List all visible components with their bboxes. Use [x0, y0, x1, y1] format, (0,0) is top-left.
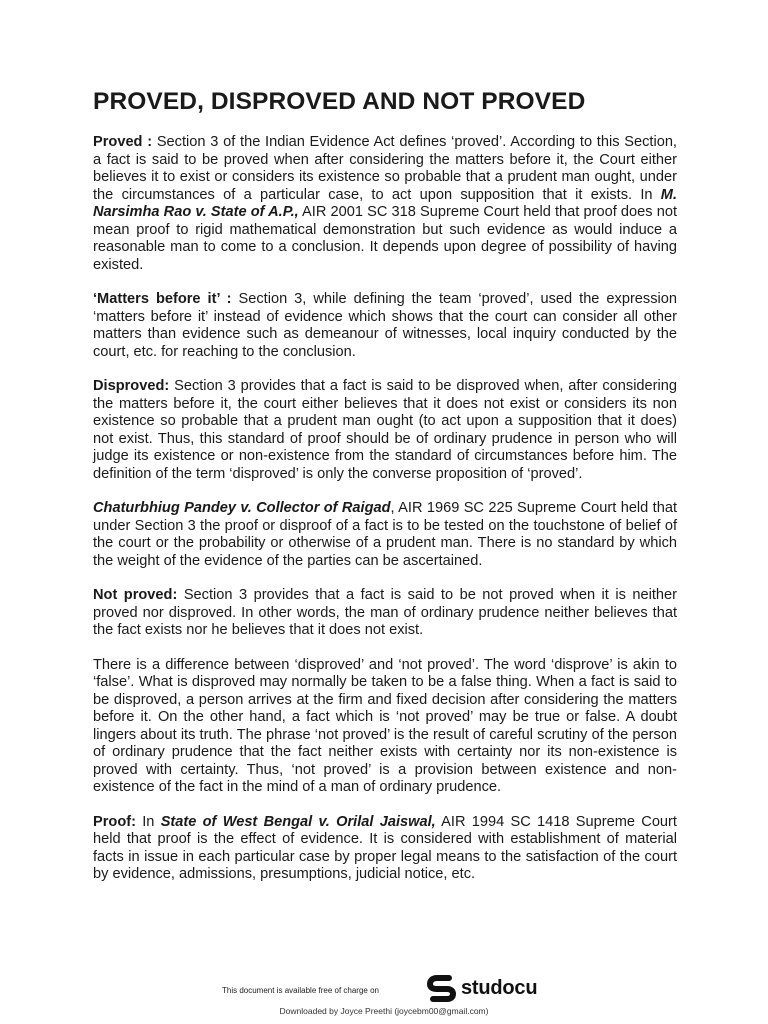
paragraph-text: Section 3 provides that a fact is said to be disproved when, after considering the matters before it, the court either believes that it does not exist or considers its non existence so probable that a prudent man ought (to act upon a supposition that it does) not exist. Thus, this standard of proof should be of ordinary prudence in person who will judge its existence or non-existence from the standard of circumstances before him. The definition of the term ‘disproved’ is only the converse proposition of ‘proved’. [93, 378, 678, 482]
term-proof: Proof: [93, 813, 143, 830]
term-proved: Proved : [93, 134, 157, 150]
document-title: PROVED, DISPROVED AND NOT PROVED [93, 88, 586, 115]
paragraph-proved [93, 134, 677, 274]
term-disproved: Disproved: [93, 378, 175, 394]
paragraph-matters-before-it [93, 291, 677, 361]
paragraph-text: AIR 1994 SC 1418 Supreme Court held that proof is the effect of evidence. It is considered with establishment of material facts in issue in each particular case by proper legal means to the satisfaction of the court by evidence, admissions, presumptions, judicial notice, etc. [93, 813, 677, 882]
paragraph-text: In [142, 813, 161, 830]
downloaded-by-note: Downloaded by Joyce Preethi (joycebm00@gmail.com) [279, 1006, 489, 1016]
paragraph-text: There is a difference between ‘disproved’ and ‘not proved’. The word ‘disprove’ is akin to ‘false’. What is disproved may normally be taken to be a false thing. When a fact is said to be disproved, a person arrives at the firm and fixed decision after considering the matters before it. On the other hand, a fact which is ‘not proved’ may be true or false. A doubt lingers about its truth. The phrase ‘not proved’ is the result of careful scrutiny of the person of ordinary prudence that the fact neither exists with certainty nor its non-existence is proved with certainty. Thus, ‘not proved’ is a provision between existence and non-existence of the fact in the mind of a man of ordinary prudence. [93, 656, 677, 795]
paragraph-not-proved [93, 587, 677, 640]
availability-note: This document is available free of charge on [222, 986, 379, 995]
case-name: Chaturbhiug Pandey v. Collector of Raigad [93, 500, 391, 516]
paragraph-difference [93, 657, 677, 797]
term-not-proved: Not proved: [93, 587, 184, 603]
case-name: M. Narsimha Rao v. State of A.P., [93, 186, 677, 220]
document-page [93, 86, 677, 901]
paragraph-text: Section 3, while defining the team ‘proved’, used the expression ‘matters before it’ instead of evidence which shows that the court can consider all other matters than evidence such as demeanour of witnesses, local inquiry conducted by the court, etc. for reaching to the conclusion. [93, 291, 677, 360]
paragraph-disproved [93, 378, 677, 483]
paragraph-chaturbhiug-case [93, 500, 677, 570]
studocu-logo-icon [427, 974, 459, 1002]
case-name: State of West Bengal v. Orilal Jaiswal, [160, 813, 436, 830]
studocu-brand-link[interactable] [427, 974, 537, 1002]
paragraph-text: , AIR 1969 SC 225 Supreme Court held that under Section 3 the proof or disproof of a fact is to be tested on the touchstone of belief of the court or the probability or otherwise of a prudent man. There is no standard by which the weight of the evidence of the parties can be ascertained. [93, 500, 678, 569]
paragraph-text: Section 3 of the Indian Evidence Act defines ‘proved’. According to this Section, a fact is said to be proved when after considering the matters before it, the Court either believes it to exist or considers its existence so probable that a prudent man ought, under the circumstances of a particular case, to act upon supposition that it exists. In [93, 134, 677, 203]
term-matters-before-it: ‘Matters before it’ : [93, 291, 239, 307]
paragraph-text: AIR 2001 SC 318 Supreme Court held that proof does not mean proof to rigid mathematical demonstration but such evidence as would induce a reasonable man to come to a conclusion. It depends upon degree of possibility of having existed. [93, 204, 677, 273]
page-footer [0, 970, 768, 1024]
brand-name: studocu [461, 976, 538, 999]
paragraph-proof [93, 814, 677, 884]
paragraph-text: Section 3 provides that a fact is said to be not proved when it is neither proved nor disproved. In other words, the man of ordinary prudence neither believes that the fact exists nor he believes that it does not exist. [93, 587, 677, 638]
